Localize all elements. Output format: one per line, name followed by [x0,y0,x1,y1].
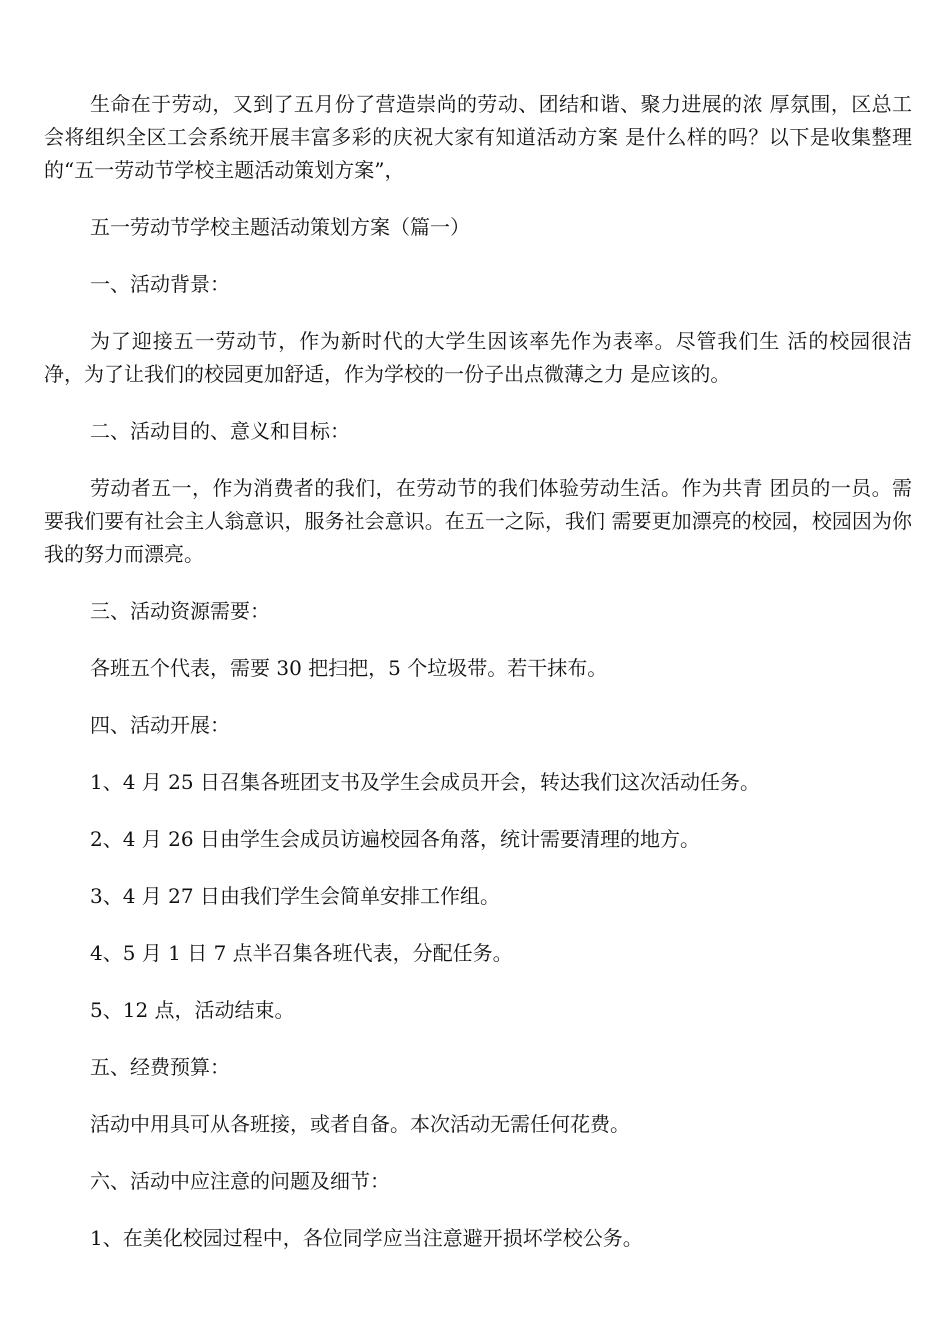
activity-item: 4、5 月 1 日 7 点半召集各班代表，分配任务。 [90,941,513,965]
activity-item: 2、4 月 26 日由学生会成员访遍校园各角落，统计需要清理的地方。 [90,827,700,851]
section-heading-purpose: 二、活动目的、意义和目标： [90,419,350,443]
document-title: 五一劳动节学校主题活动策划方案（篇一） [90,215,470,239]
section-body-resources: 各班五个代表，需要 30 把扫把，5 个垃圾带。若干抹布。 [90,656,608,680]
section-body-budget: 活动中用具可从各班接，或者自备。本次活动无需任何花费。 [90,1112,630,1136]
activity-item: 3、4 月 27 日由我们学生会简单安排工作组。 [90,884,500,908]
section-heading-activities: 四、活动开展： [90,713,230,737]
section-heading-background: 一、活动背景： [90,272,230,296]
section-body-background: 为了迎接五一劳动节，作为新时代的大学生因该率先作为表率。尽管我们生 活的校园很洁净，为了让我们的校园更加舒适，作为学校的一份子出点微薄之力 是应该的。 [44,329,912,386]
section-body-purpose: 劳动者五一，作为消费者的我们，在劳动节的我们体验劳动生活。作为共青 团员的一员。需要我们要有社会主人翁意识，服务社会意识。在五一之际，我们 需要更加漂亮的校园，校园因为你我的努力而漂亮。 [44,476,912,566]
notes-item: 1、在美化校园过程中，各位同学应当注意避开损坏学校公务。 [90,1226,643,1250]
activity-item: 1、4 月 25 日召集各班团支书及学生会成员开会，转达我们这次活动任务。 [90,770,760,794]
section-heading-notes: 六、活动中应注意的问题及细节： [90,1169,390,1193]
section-heading-resources: 三、活动资源需要： [90,599,270,623]
document-body [44,88,912,1255]
activity-item: 5、12 点，活动结束。 [90,998,295,1022]
intro-paragraph: 生命在于劳动，又到了五月份了营造崇尚的劳动、团结和谐、聚力进展的浓 厚氛围，区总工会将组织全区工会系统开展丰富多彩的庆祝大家有知道活动方案 是什么样的吗？以下是收集整理的“五一劳动节学校主题活动策划方案”， [44,92,912,182]
section-heading-budget: 五、经费预算： [90,1055,230,1079]
